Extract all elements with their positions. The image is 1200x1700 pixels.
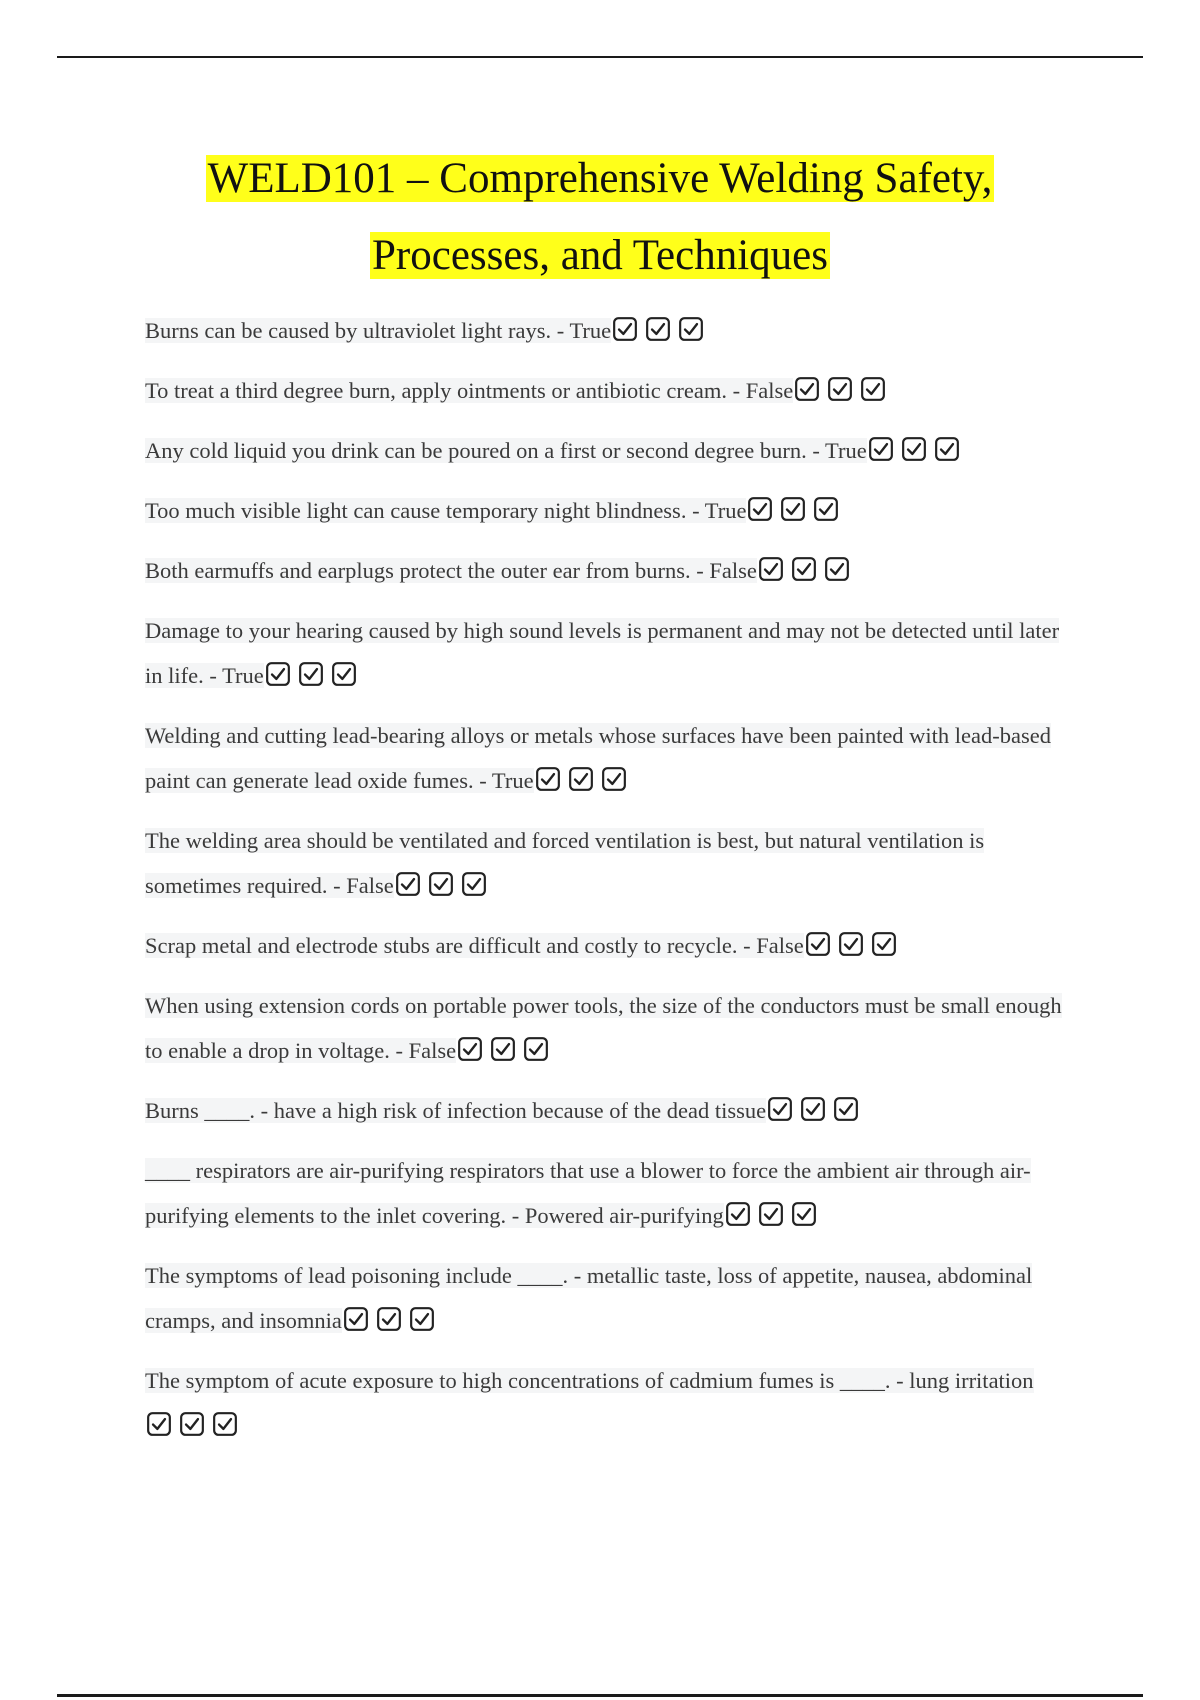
question-text: Welding and cutting lead-bearing alloys or metals whose surfaces have been painted with lead-based paint can generate lead oxide fumes. - True bbox=[145, 723, 1051, 793]
question-item bbox=[145, 368, 1065, 413]
question-item bbox=[145, 428, 1065, 473]
question-text: When using extension cords on portable power tools, the size of the conductors must be small enough to enable a drop in voltage. - False bbox=[145, 993, 1062, 1063]
checked-box-icon bbox=[805, 931, 831, 957]
title-line-2: Processes, and Techniques bbox=[372, 232, 828, 279]
checked-box-icon bbox=[794, 376, 820, 402]
checked-box-icon bbox=[298, 661, 324, 687]
checked-box-icon bbox=[179, 1411, 205, 1437]
question-item bbox=[145, 1253, 1065, 1343]
check-icons bbox=[725, 1201, 817, 1227]
checked-box-icon bbox=[678, 316, 704, 342]
checked-box-icon bbox=[331, 661, 357, 687]
question-item bbox=[145, 608, 1065, 698]
checked-box-icon bbox=[868, 436, 894, 462]
checked-box-icon bbox=[568, 766, 594, 792]
question-text: Damage to your hearing caused by high sound levels is permanent and may not be detected until later in life. - True bbox=[145, 618, 1060, 688]
question-text: The symptoms of lead poisoning include ____. - metallic taste, loss of appetite, nausea, abdominal cramps, and insomnia bbox=[145, 1263, 1033, 1333]
checked-box-icon bbox=[265, 661, 291, 687]
checked-box-icon bbox=[901, 436, 927, 462]
checked-box-icon bbox=[871, 931, 897, 957]
checked-box-icon bbox=[833, 1096, 859, 1122]
checked-box-icon bbox=[343, 1306, 369, 1332]
question-text: Burns ____. - have a high risk of infection because of the dead tissue bbox=[145, 1098, 767, 1123]
question-text: The symptom of acute exposure to high concentrations of cadmium fumes is ____. - lung irritation bbox=[145, 1368, 1034, 1393]
question-text: Burns can be caused by ultraviolet light rays. - True bbox=[145, 318, 612, 343]
check-icons bbox=[612, 316, 704, 342]
question-list bbox=[145, 308, 1065, 1463]
checked-box-icon bbox=[146, 1411, 172, 1437]
check-icons bbox=[343, 1306, 435, 1332]
check-icons bbox=[747, 496, 839, 522]
question-item bbox=[145, 1088, 1065, 1133]
checked-box-icon bbox=[601, 766, 627, 792]
checked-box-icon bbox=[860, 376, 886, 402]
checked-box-icon bbox=[212, 1411, 238, 1437]
question-item bbox=[145, 308, 1065, 353]
checked-box-icon bbox=[523, 1036, 549, 1062]
checked-box-icon bbox=[800, 1096, 826, 1122]
question-item bbox=[145, 923, 1065, 968]
checked-box-icon bbox=[791, 556, 817, 582]
check-icons bbox=[535, 766, 627, 792]
checked-box-icon bbox=[645, 316, 671, 342]
footer-rule bbox=[57, 1694, 1143, 1697]
checked-box-icon bbox=[725, 1201, 751, 1227]
checked-box-icon bbox=[791, 1201, 817, 1227]
checked-box-icon bbox=[409, 1306, 435, 1332]
header-rule bbox=[57, 56, 1143, 58]
question-item bbox=[145, 488, 1065, 533]
question-text: Any cold liquid you drink can be poured on a first or second degree burn. - True bbox=[145, 438, 867, 463]
checked-box-icon bbox=[827, 376, 853, 402]
title-line-1: WELD101 – Comprehensive Welding Safety, bbox=[207, 155, 993, 202]
document-title bbox=[0, 140, 1200, 294]
question-text: The welding area should be ventilated and forced ventilation is best, but natural ventilation is sometimes required. - False bbox=[145, 828, 985, 898]
question-item bbox=[145, 548, 1065, 593]
check-icons bbox=[395, 871, 487, 897]
checked-box-icon bbox=[428, 871, 454, 897]
question-item bbox=[145, 1148, 1065, 1238]
checked-box-icon bbox=[934, 436, 960, 462]
check-icons bbox=[265, 661, 357, 687]
checked-box-icon bbox=[461, 871, 487, 897]
checked-box-icon bbox=[758, 1201, 784, 1227]
checked-box-icon bbox=[767, 1096, 793, 1122]
checked-box-icon bbox=[376, 1306, 402, 1332]
checked-box-icon bbox=[780, 496, 806, 522]
question-text: ____ respirators are air-purifying respirators that use a blower to force the ambient air through air-purifying elements to the inlet covering. - Powered air-purifying bbox=[145, 1158, 1031, 1228]
checked-box-icon bbox=[612, 316, 638, 342]
checked-box-icon bbox=[838, 931, 864, 957]
check-icons bbox=[767, 1096, 859, 1122]
check-icons bbox=[457, 1036, 549, 1062]
question-item bbox=[145, 983, 1065, 1073]
question-text: To treat a third degree burn, apply ointments or antibiotic cream. - False bbox=[145, 378, 794, 403]
question-text: Too much visible light can cause temporary night blindness. - True bbox=[145, 498, 747, 523]
checked-box-icon bbox=[395, 871, 421, 897]
question-text: Scrap metal and electrode stubs are difficult and costly to recycle. - False bbox=[145, 933, 804, 958]
check-icons bbox=[805, 931, 897, 957]
checked-box-icon bbox=[758, 556, 784, 582]
checked-box-icon bbox=[747, 496, 773, 522]
checked-box-icon bbox=[490, 1036, 516, 1062]
checked-box-icon bbox=[813, 496, 839, 522]
check-icons bbox=[868, 436, 960, 462]
question-item bbox=[145, 818, 1065, 908]
question-item bbox=[145, 713, 1065, 803]
checked-box-icon bbox=[535, 766, 561, 792]
question-text: Both earmuffs and earplugs protect the outer ear from burns. - False bbox=[145, 558, 757, 583]
checked-box-icon bbox=[457, 1036, 483, 1062]
check-icons bbox=[758, 556, 850, 582]
check-icons bbox=[794, 376, 886, 402]
check-icons bbox=[146, 1411, 238, 1437]
checked-box-icon bbox=[824, 556, 850, 582]
question-item bbox=[145, 1358, 1065, 1448]
